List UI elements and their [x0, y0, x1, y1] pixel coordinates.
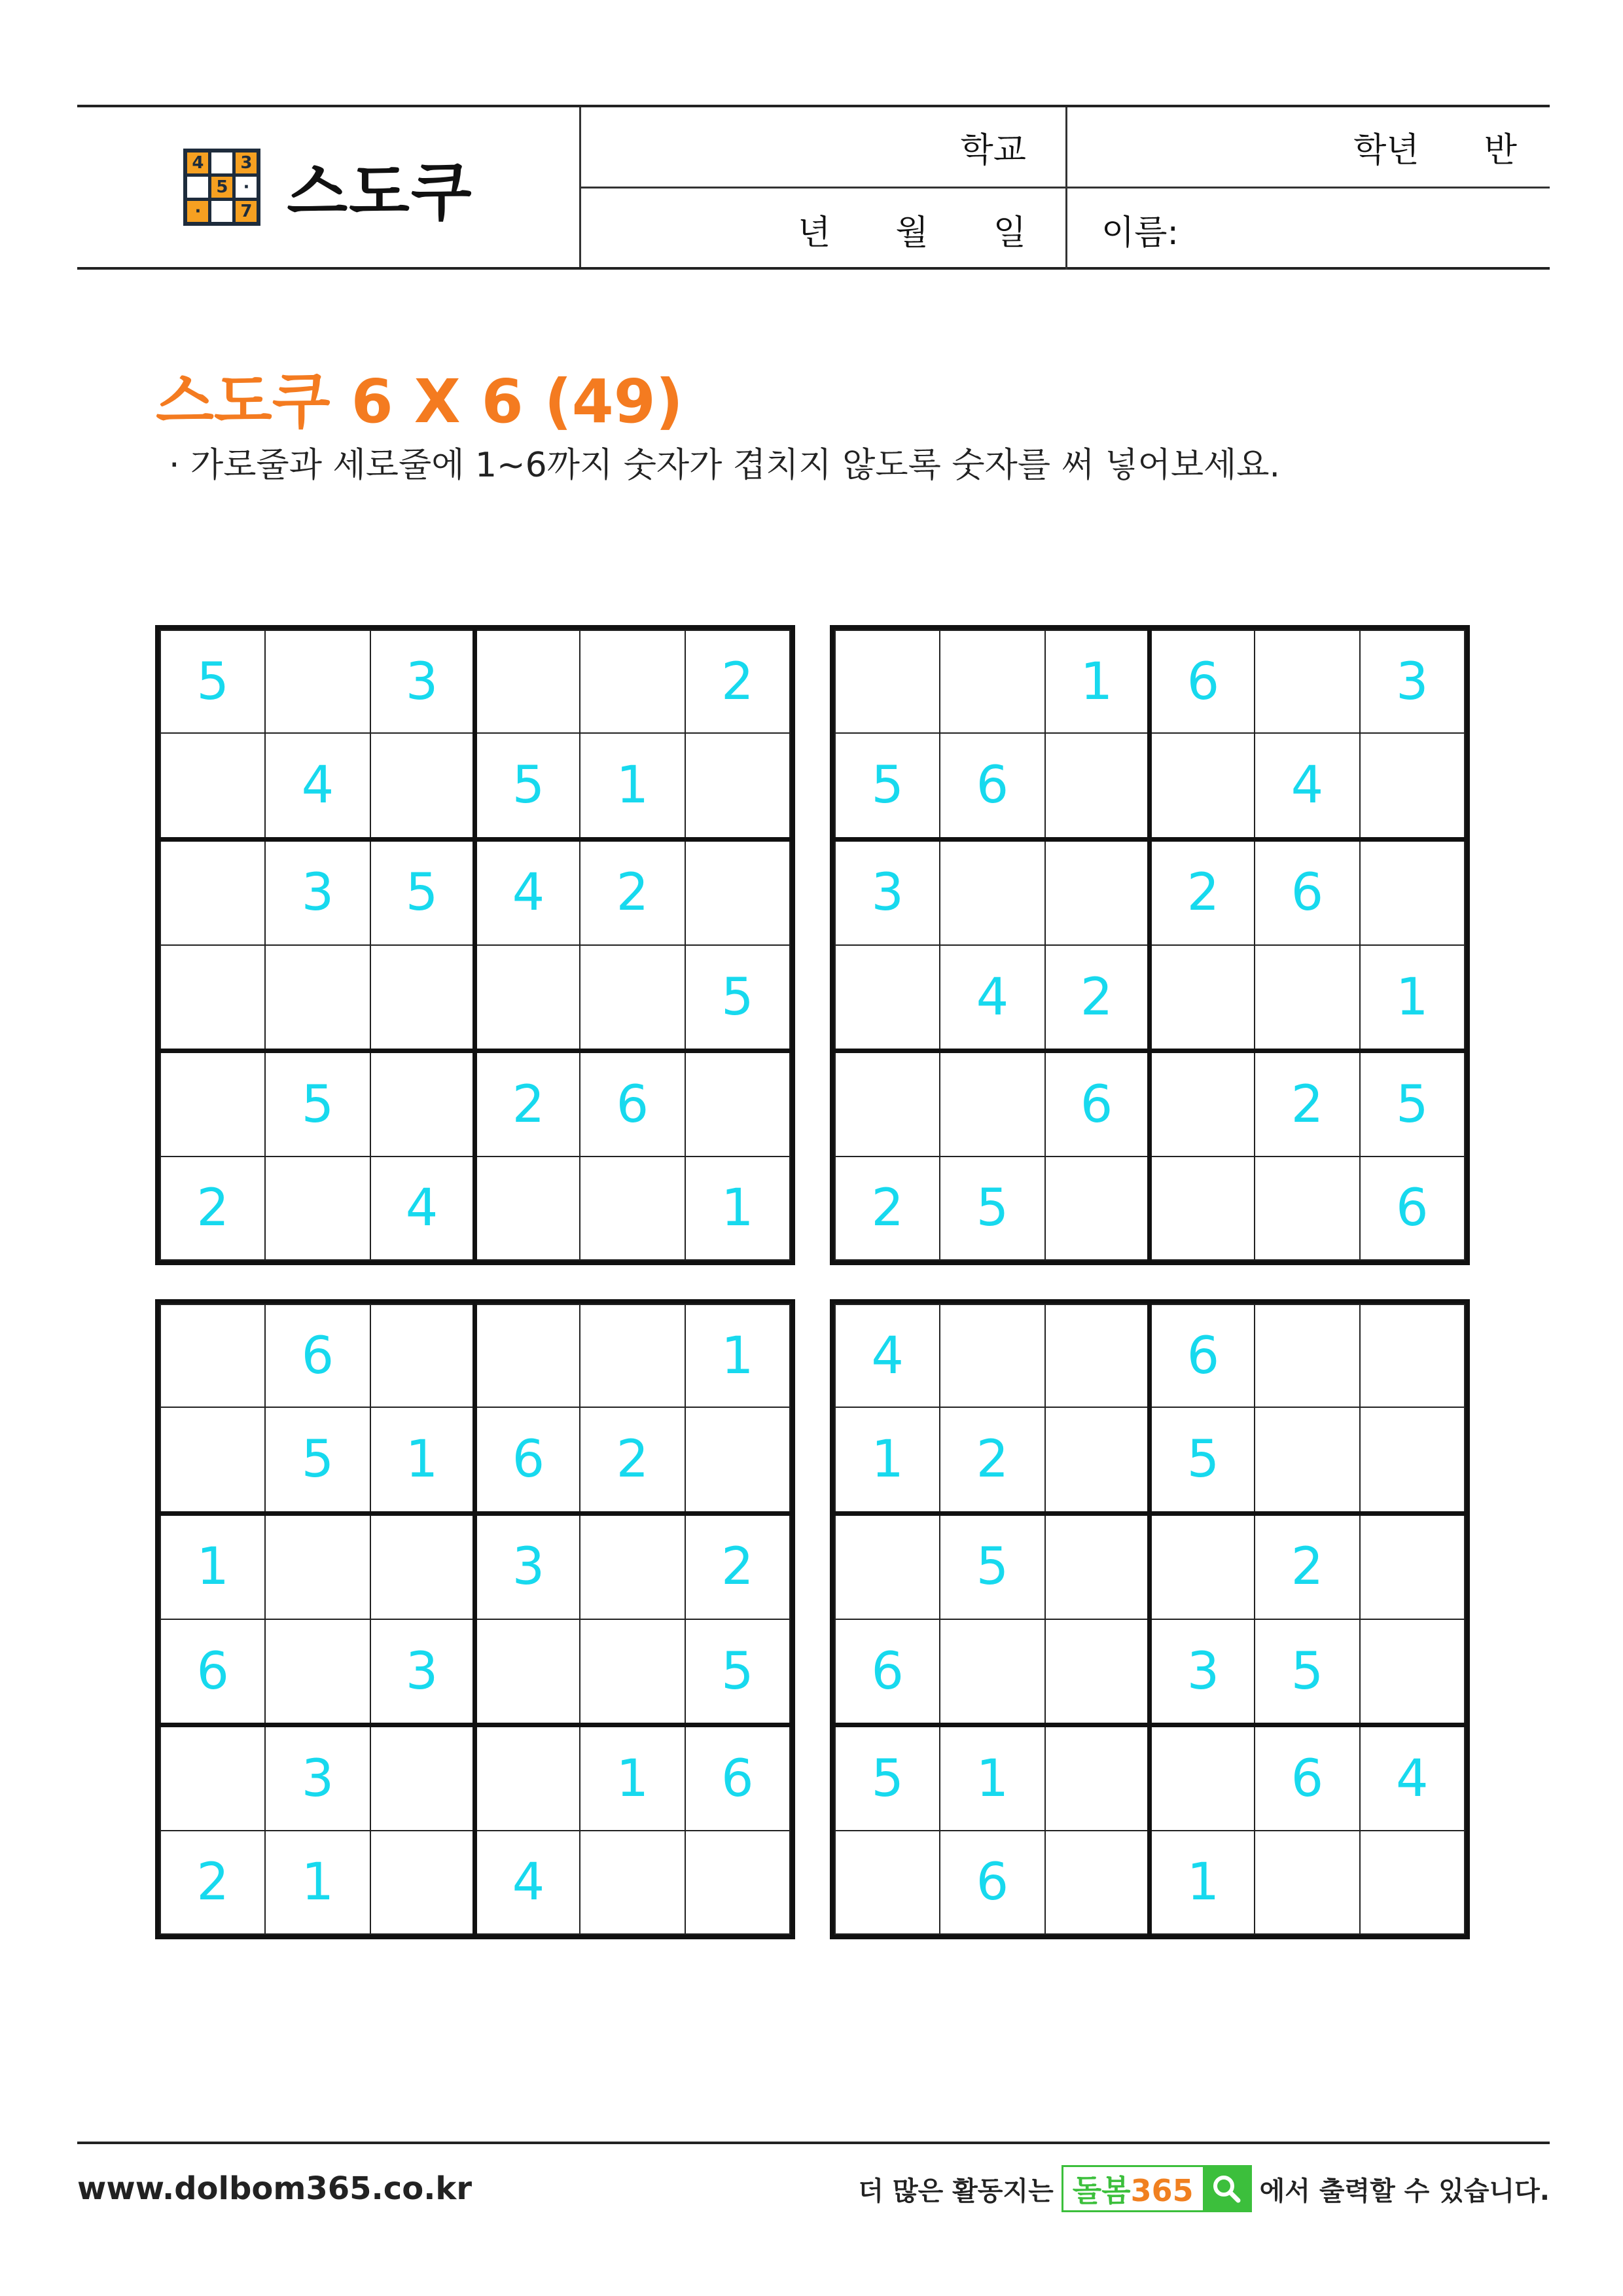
grid-cell[interactable] — [1150, 1725, 1255, 1831]
grid-cell[interactable] — [940, 1619, 1044, 1725]
header-divider — [1065, 188, 1067, 270]
search-icon[interactable] — [1203, 2167, 1250, 2210]
grid-cell[interactable] — [475, 1725, 580, 1831]
grid-row — [835, 733, 1465, 839]
grid-cell: 1 — [265, 1831, 370, 1934]
grid-cell[interactable] — [370, 1725, 475, 1831]
grid-row — [160, 945, 790, 1051]
grid-cell[interactable] — [370, 733, 475, 839]
logo-icon-cell: 5 — [211, 177, 232, 198]
grid-cell[interactable] — [940, 1051, 1044, 1157]
grid-cell[interactable] — [265, 1157, 370, 1260]
grid-cell: 5 — [835, 733, 940, 839]
grid-cell: 5 — [265, 1051, 370, 1157]
grid-cell: 1 — [580, 1725, 685, 1831]
grid-cell[interactable] — [265, 945, 370, 1051]
grid-cell[interactable] — [265, 1513, 370, 1619]
grid-cell: 1 — [1360, 945, 1465, 1051]
grid-cell[interactable] — [1360, 839, 1465, 945]
grid-row — [160, 839, 790, 945]
grid-cell[interactable] — [580, 1619, 685, 1725]
grid-cell: 1 — [370, 1407, 475, 1513]
grid-cell[interactable] — [835, 1051, 940, 1157]
grid-row — [160, 630, 790, 733]
grid-cell: 6 — [940, 733, 1044, 839]
sudoku-puzzle-3 — [155, 1299, 795, 1939]
grid-cell: 2 — [1045, 945, 1150, 1051]
grid-cell: 1 — [1150, 1831, 1255, 1934]
grid-cell: 3 — [265, 1725, 370, 1831]
grid-cell: 6 — [580, 1051, 685, 1157]
grid-cell[interactable] — [1255, 1157, 1359, 1260]
grid-cell[interactable] — [160, 1304, 265, 1407]
grid-cell: 4 — [370, 1157, 475, 1260]
grid-cell: 2 — [1255, 1513, 1359, 1619]
dolbom365-badge[interactable] — [1061, 2165, 1252, 2212]
grid-cell: 5 — [940, 1157, 1044, 1260]
logo-icon-cell — [211, 201, 232, 222]
grid-row — [835, 839, 1465, 945]
grid-cell[interactable] — [940, 630, 1044, 733]
grid-cell: 3 — [370, 1619, 475, 1725]
grid-cell[interactable] — [1045, 1407, 1150, 1513]
grid-row — [835, 1831, 1465, 1934]
grid-cell: 4 — [940, 945, 1044, 1051]
grid-cell: 6 — [1150, 1304, 1255, 1407]
grid-cell[interactable] — [1360, 1513, 1465, 1619]
grid-cell: 2 — [580, 839, 685, 945]
grid-cell: 4 — [475, 1831, 580, 1934]
grid-cell: 2 — [160, 1157, 265, 1260]
sudoku-grid — [834, 630, 1465, 1261]
grid-cell[interactable] — [160, 945, 265, 1051]
grid-cell: 2 — [685, 1513, 790, 1619]
grid-cell[interactable] — [265, 1619, 370, 1725]
badge-number: 365 — [1130, 2173, 1194, 2208]
grid-cell[interactable] — [580, 1513, 685, 1619]
grid-cell[interactable] — [940, 1304, 1044, 1407]
grid-cell: 6 — [940, 1831, 1044, 1934]
sudoku-puzzle-4 — [830, 1299, 1470, 1939]
grid-cell: 5 — [685, 945, 790, 1051]
grid-cell[interactable] — [475, 1157, 580, 1260]
grid-cell[interactable] — [685, 1407, 790, 1513]
grid-cell[interactable] — [370, 945, 475, 1051]
grid-cell[interactable] — [685, 733, 790, 839]
grid-cell: 6 — [475, 1407, 580, 1513]
logo-icon-cell: 7 — [236, 201, 257, 222]
logo-icon-cell: · — [187, 201, 208, 222]
grid-cell[interactable] — [580, 630, 685, 733]
grid-cell: 1 — [835, 1407, 940, 1513]
date-label: 년 월 일 — [797, 213, 1026, 253]
sudoku-grid — [160, 630, 791, 1261]
grid-cell[interactable] — [1045, 1304, 1150, 1407]
grid-cell[interactable] — [580, 1157, 685, 1260]
grid-row — [160, 1513, 790, 1619]
grid-cell: 6 — [1360, 1157, 1465, 1260]
grid-cell: 4 — [475, 839, 580, 945]
grid-cell[interactable] — [1045, 839, 1150, 945]
grid-row — [160, 1157, 790, 1260]
grid-row — [835, 1304, 1465, 1407]
grid-cell: 3 — [475, 1513, 580, 1619]
grid-cell: 2 — [940, 1407, 1044, 1513]
grid-cell[interactable] — [370, 1304, 475, 1407]
footer-divider — [77, 2142, 1550, 2144]
grid-cell[interactable] — [685, 1051, 790, 1157]
grid-cell[interactable] — [1360, 1831, 1465, 1934]
grid-cell: 2 — [685, 630, 790, 733]
footer-promo — [858, 2165, 1550, 2212]
grid-cell: 4 — [1255, 733, 1359, 839]
grid-row — [160, 1407, 790, 1513]
grid-row — [160, 1619, 790, 1725]
logo-text: 스도쿠 — [287, 155, 473, 229]
grid-row — [835, 1513, 1465, 1619]
grid-cell[interactable] — [475, 630, 580, 733]
grid-cell[interactable] — [835, 945, 940, 1051]
grid-cell: 5 — [1150, 1407, 1255, 1513]
grid-cell[interactable] — [370, 1831, 475, 1934]
grid-cell[interactable] — [160, 733, 265, 839]
name-label: 이름: — [1101, 213, 1179, 253]
logo-icon-cell — [187, 177, 208, 198]
instruction-text: · 가로줄과 세로줄에 1~6까지 숫자가 겹치지 않도록 숫자를 써 넣어보세요. — [169, 446, 1281, 485]
grid-cell[interactable] — [685, 1831, 790, 1934]
sudoku-logo-icon — [183, 149, 260, 226]
header-row-school — [581, 107, 1550, 188]
grid-cell: 5 — [160, 630, 265, 733]
badge-text: 돌봄 — [1072, 2173, 1131, 2208]
grid-cell: 2 — [835, 1157, 940, 1260]
grid-cell: 2 — [160, 1831, 265, 1934]
grid-cell: 2 — [580, 1407, 685, 1513]
grid-cell[interactable] — [1360, 1619, 1465, 1725]
grade-class-label: 학년 반 — [1353, 131, 1517, 170]
grid-cell[interactable] — [475, 1619, 580, 1725]
header-divider — [1065, 107, 1067, 187]
grid-cell: 4 — [835, 1304, 940, 1407]
worksheet-header — [77, 105, 1550, 270]
grid-cell: 1 — [940, 1725, 1044, 1831]
grid-cell[interactable] — [1255, 1407, 1359, 1513]
grid-cell: 3 — [1360, 630, 1465, 733]
grid-cell[interactable] — [940, 839, 1044, 945]
grid-cell[interactable] — [835, 1831, 940, 1934]
grid-row — [160, 1725, 790, 1831]
grid-row — [835, 1407, 1465, 1513]
grid-cell: 5 — [835, 1725, 940, 1831]
logo-icon-cell: · — [236, 177, 257, 198]
logo-icon-cell — [211, 152, 232, 173]
grid-cell: 1 — [1045, 630, 1150, 733]
grid-row — [835, 1619, 1465, 1725]
grid-cell[interactable] — [580, 945, 685, 1051]
sudoku-grid — [160, 1304, 791, 1935]
grid-cell[interactable] — [1360, 1304, 1465, 1407]
grid-cell: 6 — [160, 1619, 265, 1725]
grid-cell[interactable] — [160, 1407, 265, 1513]
grid-cell[interactable] — [1150, 733, 1255, 839]
grid-cell[interactable] — [160, 839, 265, 945]
grid-cell: 2 — [1150, 839, 1255, 945]
grid-cell[interactable] — [580, 1304, 685, 1407]
grid-cell[interactable] — [160, 1051, 265, 1157]
grid-row — [835, 630, 1465, 733]
grid-cell: 6 — [685, 1725, 790, 1831]
grid-cell[interactable] — [1150, 1157, 1255, 1260]
grid-cell: 4 — [1360, 1725, 1465, 1831]
grid-cell[interactable] — [1360, 1407, 1465, 1513]
grid-row — [835, 1725, 1465, 1831]
grid-cell: 3 — [1150, 1619, 1255, 1725]
grid-cell: 5 — [685, 1619, 790, 1725]
site-url: www.dolbom365.co.kr — [77, 2170, 473, 2207]
sudoku-grid — [834, 1304, 1465, 1935]
grid-cell[interactable] — [1255, 1831, 1359, 1934]
grid-cell: 6 — [1045, 1051, 1150, 1157]
grid-cell: 5 — [265, 1407, 370, 1513]
sudoku-puzzle-2 — [830, 625, 1470, 1265]
grid-cell: 1 — [160, 1513, 265, 1619]
grid-cell: 5 — [1255, 1619, 1359, 1725]
grid-cell[interactable] — [160, 1725, 265, 1831]
grid-row — [160, 1051, 790, 1157]
grid-row — [160, 1304, 790, 1407]
grid-cell: 1 — [685, 1304, 790, 1407]
grid-cell: 2 — [1255, 1051, 1359, 1157]
grid-cell[interactable] — [1150, 945, 1255, 1051]
sudoku-puzzle-1 — [155, 625, 795, 1265]
grid-cell[interactable] — [265, 630, 370, 733]
grid-cell: 5 — [940, 1513, 1044, 1619]
promo-text-before: 더 많은 활동지는 — [858, 2176, 1054, 2206]
grid-cell: 3 — [835, 839, 940, 945]
grid-cell[interactable] — [1045, 1725, 1150, 1831]
grid-cell[interactable] — [835, 1513, 940, 1619]
grid-cell: 6 — [1255, 839, 1359, 945]
grid-cell[interactable] — [1255, 945, 1359, 1051]
grid-cell[interactable] — [475, 945, 580, 1051]
grid-cell: 1 — [580, 733, 685, 839]
grid-cell[interactable] — [1045, 1619, 1150, 1725]
logo-icon-cell: 4 — [187, 152, 208, 173]
logo — [77, 107, 581, 267]
grid-cell[interactable] — [1150, 1513, 1255, 1619]
grid-cell[interactable] — [1255, 630, 1359, 733]
grid-row — [160, 733, 790, 839]
grid-cell: 3 — [265, 839, 370, 945]
grid-cell[interactable] — [1255, 1304, 1359, 1407]
grid-row — [160, 1831, 790, 1934]
grid-cell: 6 — [1150, 630, 1255, 733]
grid-row — [835, 945, 1465, 1051]
grid-cell: 5 — [475, 733, 580, 839]
grid-cell: 6 — [1255, 1725, 1359, 1831]
school-label: 학교 — [960, 131, 1026, 170]
page-title: 스도쿠 6 X 6 (49) — [156, 367, 683, 437]
grid-cell: 1 — [685, 1157, 790, 1260]
grid-row — [835, 1157, 1465, 1260]
grid-cell[interactable] — [1150, 1051, 1255, 1157]
grid-cell: 4 — [265, 733, 370, 839]
logo-icon-cell: 3 — [236, 152, 257, 173]
grid-cell[interactable] — [1045, 1157, 1150, 1260]
grid-cell[interactable] — [1045, 733, 1150, 839]
grid-cell[interactable] — [475, 1304, 580, 1407]
grid-cell[interactable] — [835, 630, 940, 733]
grid-cell[interactable] — [1360, 733, 1465, 839]
grid-cell: 6 — [835, 1619, 940, 1725]
grid-cell: 3 — [370, 630, 475, 733]
grid-cell[interactable] — [685, 839, 790, 945]
grid-cell: 5 — [370, 839, 475, 945]
header-row-date — [581, 188, 1550, 270]
grid-row — [835, 1051, 1465, 1157]
badge-label — [1063, 2167, 1203, 2210]
grid-cell: 2 — [475, 1051, 580, 1157]
grid-cell: 6 — [265, 1304, 370, 1407]
grid-cell[interactable] — [580, 1831, 685, 1934]
grid-cell[interactable] — [370, 1513, 475, 1619]
promo-text-after: 에서 출력할 수 있습니다. — [1259, 2176, 1550, 2206]
grid-cell: 5 — [1360, 1051, 1465, 1157]
grid-cell[interactable] — [1045, 1513, 1150, 1619]
grid-cell[interactable] — [1045, 1831, 1150, 1934]
grid-cell[interactable] — [370, 1051, 475, 1157]
